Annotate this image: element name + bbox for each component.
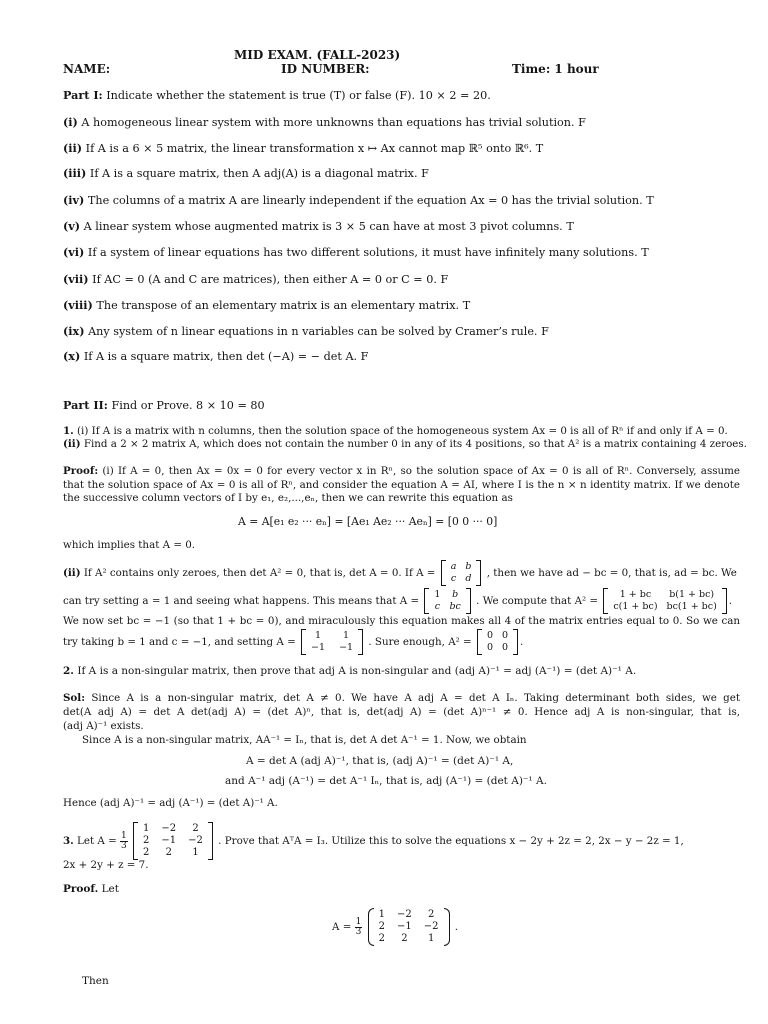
matrix-abcd — [441, 560, 482, 586]
matrix-entry: 2 — [143, 835, 150, 846]
proof-line: that the solution space of Ax = 0 is all of Rⁿ, and consider the equation A = AI, where I is the n × n identity matrix. If we denote — [63, 479, 740, 491]
tf-answer: T — [566, 220, 574, 233]
tf-answer: T — [462, 299, 471, 312]
part1-text: Indicate whether the statement is true (T) or false (F). 10 × 2 = 20. — [106, 89, 491, 102]
tf-statement: If AC = 0 (A and C are matrices), then either A = 0 or C = 0. — [92, 273, 437, 286]
matrix-entry: 1 — [343, 630, 350, 641]
name-label: NAME: — [63, 62, 111, 76]
tf-answer: T — [641, 246, 649, 259]
question-number: 2. — [63, 665, 74, 677]
question-text: (i) If A is a matrix with n columns, then the solution space of the homogeneous system Ax = 0 is all of Rⁿ if and only if A = 0. — [77, 425, 728, 437]
tf-statement: Any system of n linear equations in n variables can be solved by Cramer’s rule. — [88, 325, 538, 338]
tf-statement: The transpose of an elementary matrix is an elementary matrix. — [96, 299, 460, 312]
tf-number: (x) — [63, 349, 81, 363]
question-3-line1 — [63, 820, 684, 862]
proof-text: If A² contains only zeroes, then det A² = 0, that is, det A = 0. If A = — [83, 567, 436, 579]
proof3-intro — [63, 882, 119, 897]
matrix-entry: −1 — [339, 642, 354, 653]
proof-text: (i) If A = 0, then Ax = 0x = 0 for every vector x in Rⁿ, so the solution space of Ax = 0 is all of Rⁿ. Conversely, assume — [102, 465, 741, 477]
matrix-entry: 2 — [378, 933, 386, 944]
matrix-entry: b(1 + bc) — [669, 589, 715, 600]
matrix-entry: −2 — [397, 909, 412, 920]
question-3-line2: 2x + 2y + z = 7. — [63, 859, 149, 871]
then-text: Then — [82, 975, 109, 987]
tf-statement: A linear system whose augmented matrix is 3 × 5 can have at most 3 pivot columns. — [83, 220, 563, 233]
matrix-entry: −2 — [161, 823, 177, 834]
proof-ii-line2: can try setting a = 1 and seeing what happens. This means that A = 1 b c bc . We compute that A² = 1 + bc b(1 + bc) c(1 + bc) bc(1 + bc) . — [63, 589, 733, 612]
tf-statement: If a system of linear equations has two different solutions, it must have infinitely many solutions. — [87, 246, 638, 259]
proof-label: Proof: — [63, 465, 99, 477]
matrix-entry: −2 — [188, 835, 203, 846]
matrix-entry: 0 — [486, 642, 493, 653]
question-number: 1. — [63, 425, 74, 437]
one-third-fraction: $\frac{1}{3}$ — [355, 916, 362, 937]
tf-item — [63, 193, 654, 208]
question-part-label: (ii) — [63, 438, 81, 450]
matrix-entry: c — [450, 573, 457, 584]
matrix-entry: 1 — [427, 933, 435, 944]
proof3-matrix-equation — [332, 906, 458, 948]
matrix-entry: 0 — [502, 630, 509, 641]
solution-line: Hence (adj A)⁻¹ = adj (A⁻¹) = (det A)⁻¹ A. — [63, 797, 278, 809]
solution-line — [63, 691, 740, 706]
matrix-entry: b — [452, 589, 459, 600]
one-third-fraction: $\frac{1}{3}$ — [121, 830, 127, 851]
matrix-entry: 1 — [315, 630, 322, 641]
matrix-proof3 — [368, 908, 450, 946]
part1-instruction — [63, 88, 491, 103]
proof-text: . Sure enough, A² = — [368, 636, 472, 648]
solution-equation: and A⁻¹ adj (A⁻¹) = det A⁻¹ Iₙ, that is, adj (A⁻¹) = (det A)⁻¹ A. — [225, 775, 547, 787]
matrix-1-b-c-bc — [424, 588, 470, 614]
proof-ii-line4: try taking b = 1 and c = −1, and setting A = 1 1 −1 −1 . Sure enough, A² = 0 0 0 0 . — [63, 630, 524, 653]
question-text: If A is a non-singular matrix, then prove that adj A is non-singular and (adj A)⁻¹ = adj (A⁻¹) = (det A)⁻¹ A. — [77, 665, 637, 677]
matrix-entry: 0 — [486, 630, 493, 641]
tf-number: (i) — [63, 115, 78, 129]
part1-heading: Part I: — [63, 88, 103, 102]
proof-line: the successive column vectors of I by e₁, e₂,...,eₙ, then we can rewrite this equation as — [63, 492, 513, 504]
proof-equation: A = A[e₁ e₂ ··· eₙ] = [Ae₁ Ae₂ ··· Aeₙ] = [0 0 ··· 0] — [238, 515, 498, 528]
tf-number: (ix) — [63, 324, 85, 338]
proof-label: Proof. — [63, 883, 99, 895]
question-text: Find a 2 × 2 matrix A, which does not contain the number 0 in any of its 4 positions, so that A² is a matrix containing 4 zeroes. — [83, 438, 747, 450]
tf-item — [63, 166, 429, 181]
exam-title: MID EXAM. (FALL-2023) — [234, 48, 401, 62]
question-number: 3. — [63, 835, 74, 847]
proof-ii-line3: We now set bc = −1 (so that 1 + bc = 0), and miraculously this equation makes all 4 of the matrix entries equal to 0. So we can — [63, 615, 740, 627]
question-text: Let A = — [77, 835, 117, 847]
matrix-entry: 1 — [434, 589, 441, 600]
matrix-entry: −1 — [311, 642, 326, 653]
proof-text: Let — [101, 883, 119, 895]
solution-label: Sol: — [63, 692, 86, 704]
matrix-a-squared — [603, 588, 726, 614]
solution-line: Since A is a non-singular matrix, AA⁻¹ = Iₙ, that is, det A det A⁻¹ = 1. Now, we obtain — [82, 734, 527, 746]
solution-text: Since A is a non-singular matrix, det A ≠ 0. We have A adj A = det A Iₙ. Taking determinant both sides, we get — [91, 692, 740, 704]
tf-number: (iv) — [63, 193, 85, 207]
part2-text: Find or Prove. 8 × 10 = 80 — [111, 399, 265, 412]
proof-text: try taking b = 1 and c = −1, and setting A = — [63, 636, 296, 648]
tf-answer: F — [360, 350, 369, 363]
matrix-entry: b — [465, 561, 472, 572]
tf-statement: If A is a 6 × 5 matrix, the linear transformation x ↦ Ax cannot map ℝ⁵ onto ℝ⁶. — [85, 142, 533, 155]
tf-statement: If A is a square matrix, then A adj(A) is a diagonal matrix. — [89, 167, 418, 180]
tf-statement: A homogeneous linear system with more unknowns than equations has trivial solution. — [81, 116, 575, 129]
matrix-entry: 1 + bc — [619, 589, 652, 600]
matrix-entry: −1 — [397, 921, 412, 932]
matrix-q3 — [133, 822, 213, 860]
tf-item — [63, 141, 543, 156]
solution-line: (adj A)⁻¹ exists. — [63, 720, 144, 732]
tf-item — [63, 272, 448, 287]
matrix-entry: bc(1 + bc) — [666, 601, 717, 612]
matrix-zero — [477, 629, 518, 655]
matrix-entry: 1 — [378, 909, 386, 920]
matrix-entry: −1 — [161, 835, 177, 846]
id-number-label: ID NUMBER: — [281, 62, 370, 76]
tf-number: (v) — [63, 219, 81, 233]
equation-end: . — [454, 921, 459, 933]
solution-line: det(A adj A) = det A det(adj A) = (det A)ⁿ, that is, det(adj A) = (det A)ⁿ⁻¹ ≠ 0. Hence adj A is non-singular, that is, — [63, 706, 740, 718]
part2-instruction — [63, 398, 265, 413]
tf-answer: F — [421, 167, 429, 180]
tf-number: (vii) — [63, 272, 89, 286]
tf-number: (viii) — [63, 298, 93, 312]
question-text: . Prove that AᵀA = I₃. Utilize this to solve the equations x − 2y + 2z = 2, 2x − y − 2z = 1, — [218, 835, 684, 847]
tf-statement: If A is a square matrix, then det (−A) = − det A. — [83, 350, 358, 363]
tf-item — [63, 245, 649, 260]
tf-number: (ii) — [63, 141, 83, 155]
matrix-entry: 2 — [143, 847, 150, 858]
matrix-entry: 2 — [378, 921, 386, 932]
tf-answer: F — [578, 116, 586, 129]
proof-text: . We compute that A² = — [476, 595, 599, 607]
proof-text: , then we have ad − bc = 0, that is, ad = bc. We — [486, 567, 737, 579]
tf-item — [63, 219, 574, 234]
tf-item — [63, 298, 470, 313]
proof-text: can try setting a = 1 and seeing what happens. This means that A = — [63, 595, 420, 607]
proof-ii-line1 — [63, 558, 737, 588]
proof-line: which implies that A = 0. — [63, 539, 196, 551]
matrix-entry: c(1 + bc) — [613, 601, 658, 612]
matrix-entry: a — [450, 561, 457, 572]
part2-heading: Part II: — [63, 398, 108, 412]
question-2 — [63, 664, 636, 679]
solution-equation: A = det A (adj A)⁻¹, that is, (adj A)⁻¹ = (det A)⁻¹ A, — [246, 755, 514, 767]
matrix-entry: 2 — [427, 909, 435, 920]
matrix-entry: 0 — [502, 642, 509, 653]
matrix-entry: 2 — [165, 847, 172, 858]
tf-answer: T — [535, 142, 544, 155]
tf-answer: F — [440, 273, 449, 286]
tf-answer: T — [646, 194, 654, 207]
tf-number: (vi) — [63, 245, 85, 259]
matrix-entry: 2 — [401, 933, 408, 944]
proof-part-label: (ii) — [63, 567, 81, 579]
tf-item — [63, 115, 586, 130]
matrix-entry: d — [465, 573, 472, 584]
question-1-line2 — [63, 437, 747, 452]
matrix-entry: 2 — [192, 823, 199, 834]
proof-line — [63, 464, 740, 479]
matrix-answer — [301, 629, 363, 655]
matrix-entry: −2 — [423, 921, 439, 932]
tf-statement: The columns of a matrix A are linearly independent if the equation Ax = 0 has the trivial solution. — [87, 194, 643, 207]
matrix-entry: bc — [449, 601, 461, 612]
tf-answer: F — [541, 325, 549, 338]
matrix-entry: 1 — [143, 823, 150, 834]
tf-number: (iii) — [63, 166, 87, 180]
matrix-entry: c — [434, 601, 441, 612]
tf-item — [63, 349, 368, 364]
matrix-lhs: A = — [332, 921, 352, 933]
time-label: Time: 1 hour — [512, 62, 599, 76]
tf-item — [63, 324, 549, 339]
matrix-entry: 1 — [192, 847, 199, 858]
